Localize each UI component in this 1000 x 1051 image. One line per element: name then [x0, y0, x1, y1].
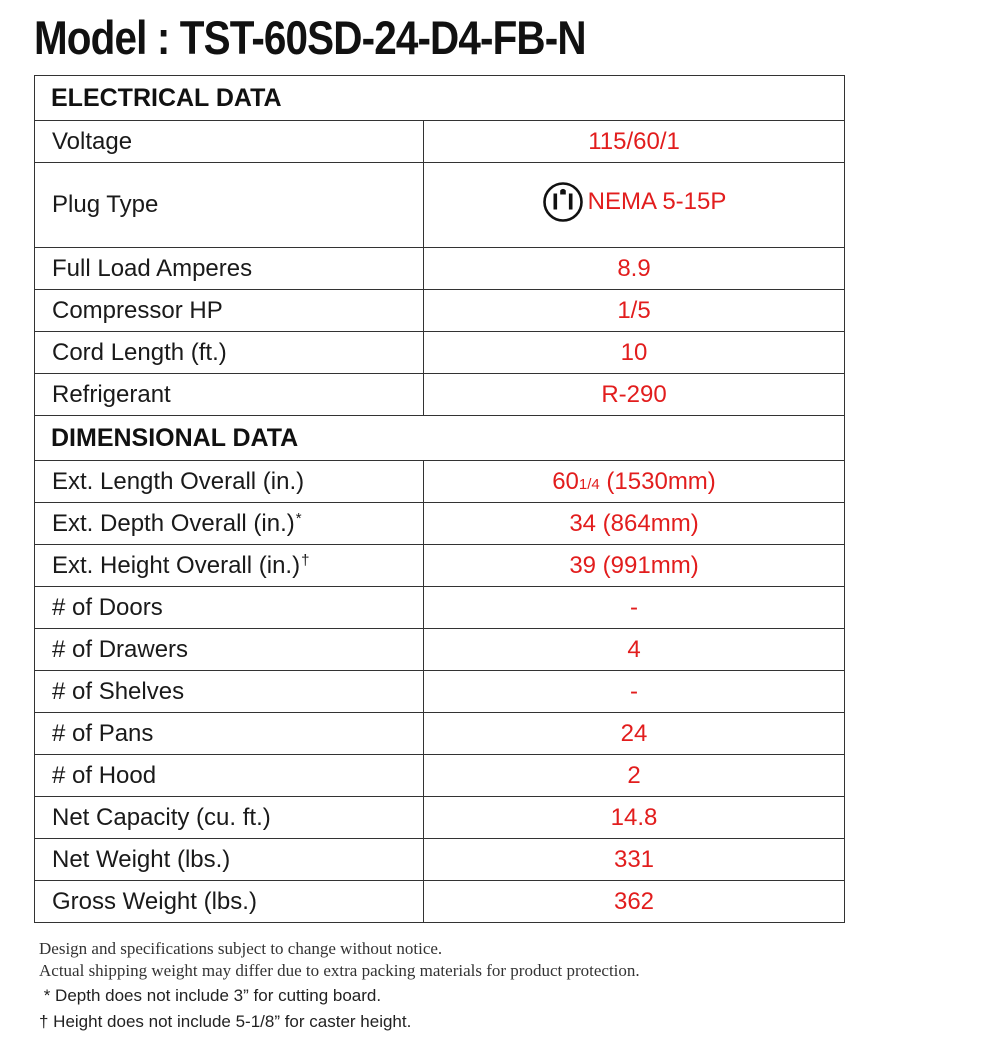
- spec-value: -: [424, 587, 845, 629]
- spec-label: Cord Length (ft.): [35, 332, 424, 374]
- spec-value: -: [424, 671, 845, 713]
- spec-value: 34 (864mm): [424, 503, 845, 545]
- spec-label: Net Weight (lbs.): [35, 839, 424, 881]
- value-fraction: 1/4: [578, 475, 600, 493]
- spec-label: Gross Weight (lbs.): [35, 881, 424, 923]
- spec-value: 10: [424, 332, 845, 374]
- footnote-mark: *: [295, 509, 302, 527]
- spec-value: [424, 461, 845, 503]
- spec-label: Refrigerant: [35, 374, 424, 416]
- label-text: Ext. Depth Overall (in.): [52, 509, 295, 537]
- spec-value: 4: [424, 629, 845, 671]
- spec-row-full-load-amperes: [35, 248, 845, 290]
- spec-value: R-290: [424, 374, 845, 416]
- spec-label: # of Pans: [35, 713, 424, 755]
- spec-value: 331: [424, 839, 845, 881]
- spec-row-net-capacity: [35, 797, 845, 839]
- spec-row-doors: [35, 587, 845, 629]
- spec-label: Ext. Length Overall (in.): [35, 461, 424, 503]
- spec-row-compressor-hp: [35, 290, 845, 332]
- note-specs-change: Design and specifications subject to change without notice.: [39, 939, 443, 958]
- spec-row-plug-type: [35, 163, 845, 248]
- spec-value: 1/5: [424, 290, 845, 332]
- plug-type-value: NEMA 5-15P: [587, 187, 727, 215]
- section-header-dimensional: [35, 416, 845, 461]
- spec-label: Plug Type: [35, 163, 424, 248]
- nema-plug-icon: [542, 181, 584, 223]
- footnotes: [39, 938, 979, 1035]
- spec-label: # of Hood: [35, 755, 424, 797]
- spec-value: 2: [424, 755, 845, 797]
- spec-row-ext-length: [35, 461, 845, 503]
- spec-table: [34, 75, 845, 923]
- spec-label: Net Capacity (cu. ft.): [35, 797, 424, 839]
- spec-row-voltage: [35, 121, 845, 163]
- spec-label: # of Drawers: [35, 629, 424, 671]
- spec-value: 39 (991mm): [424, 545, 845, 587]
- spec-row-ext-height: [35, 545, 845, 587]
- spec-value: 14.8: [424, 797, 845, 839]
- spec-value: 115/60/1: [424, 121, 845, 163]
- note-shipping-weight: Actual shipping weight may differ due to extra packing materials for product protection.: [39, 961, 640, 980]
- spec-row-pans: [35, 713, 845, 755]
- section-heading: ELECTRICAL DATA: [35, 76, 845, 121]
- spec-label: [35, 545, 424, 587]
- spec-label: # of Shelves: [35, 671, 424, 713]
- spec-value: [424, 163, 845, 248]
- spec-row-refrigerant: [35, 374, 845, 416]
- spec-value: 8.9: [424, 248, 845, 290]
- spec-row-gross-weight: [35, 881, 845, 923]
- spec-row-shelves: [35, 671, 845, 713]
- value-rest: (1530mm): [599, 467, 716, 495]
- spec-row-cord-length: [35, 332, 845, 374]
- note-height: † Height does not include 5-1/8” for caster height.: [39, 1012, 412, 1031]
- note-depth: * Depth does not include 3” for cutting board.: [39, 986, 382, 1005]
- section-heading: DIMENSIONAL DATA: [35, 416, 845, 461]
- spec-label: Full Load Amperes: [35, 248, 424, 290]
- spec-label: # of Doors: [35, 587, 424, 629]
- spec-value: 362: [424, 881, 845, 923]
- spec-row-drawers: [35, 629, 845, 671]
- page-title: Model : TST-60SD-24-D4-FB-N: [34, 11, 586, 64]
- section-header-electrical: [35, 76, 845, 121]
- spec-row-net-weight: [35, 839, 845, 881]
- value-whole: 60: [552, 467, 579, 495]
- spec-row-ext-depth: [35, 503, 845, 545]
- label-text: Ext. Height Overall (in.): [52, 551, 301, 579]
- spec-value: 24: [424, 713, 845, 755]
- spec-label: Compressor HP: [35, 290, 424, 332]
- spec-label: Voltage: [35, 121, 424, 163]
- spec-label: [35, 503, 424, 545]
- footnote-mark: †: [301, 551, 310, 569]
- spec-row-hood: [35, 755, 845, 797]
